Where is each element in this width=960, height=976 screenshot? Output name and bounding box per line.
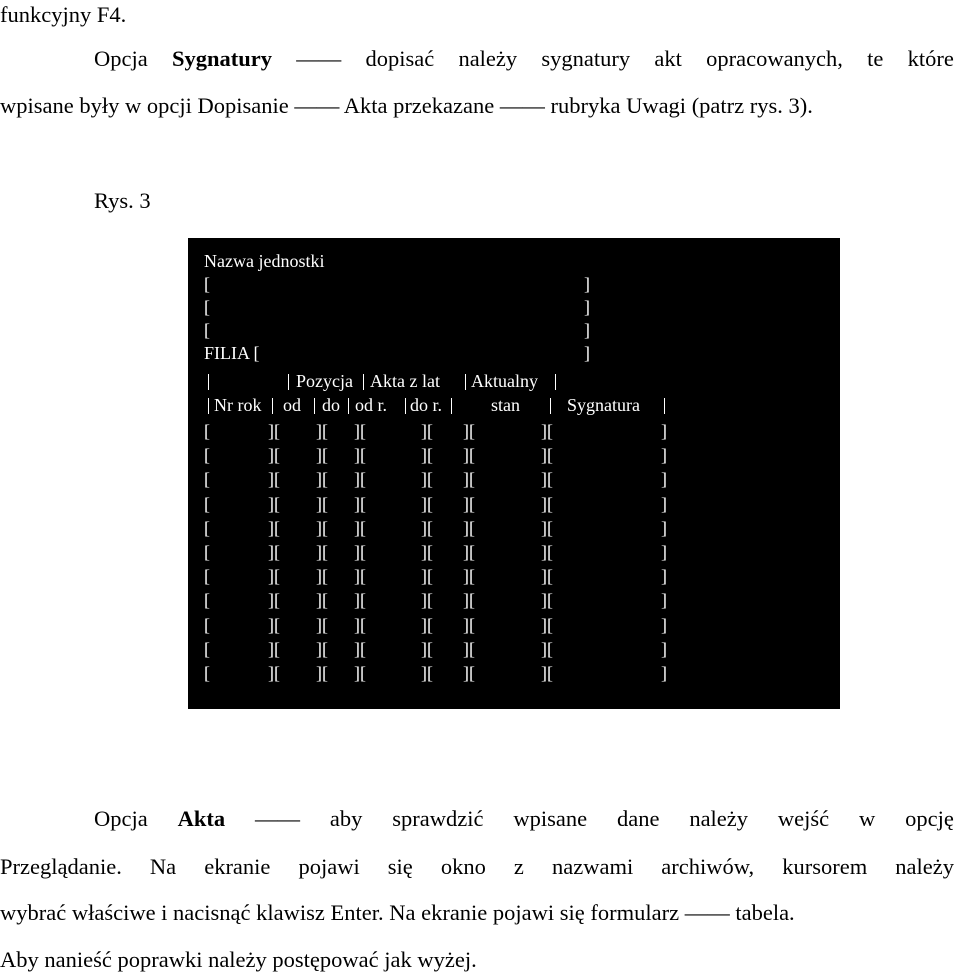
row-open-bracket: [	[204, 590, 210, 611]
paragraph-akta-line-1	[94, 808, 954, 831]
word: należy	[895, 854, 954, 879]
header-akta-z-lat: Akta z lat	[370, 371, 440, 391]
row-close-bracket: ]	[661, 421, 667, 441]
row-field-separator[interactable]: ][	[268, 517, 280, 538]
word: należy	[458, 46, 518, 71]
row-close-bracket: ]	[661, 638, 667, 659]
row-open-bracket: [	[204, 445, 210, 466]
row-field-separator[interactable]: ][	[316, 445, 328, 466]
row-field-separator[interactable]: ][	[316, 493, 328, 514]
row-close-bracket: ]	[661, 469, 667, 490]
row-field-separator[interactable]: ][	[316, 638, 328, 659]
table-row	[204, 541, 824, 563]
row-close-bracket: ]	[661, 517, 667, 538]
row-field-separator[interactable]: ][	[421, 517, 433, 538]
word: się	[387, 854, 413, 879]
row-field-separator[interactable]: ][	[268, 542, 280, 562]
name-field-2: [ ]	[204, 297, 590, 317]
row-field-separator[interactable]: ][	[541, 590, 553, 611]
word: należy	[689, 806, 749, 831]
paragraph-akta-line-3: wybrać właściwe i nacisnąć klawisz Enter. Na ekranie pojawi się formularz —— tabela.	[0, 900, 795, 925]
row-field-separator[interactable]: ][	[316, 542, 328, 562]
row-field-separator[interactable]: ][	[421, 493, 433, 514]
row-field-separator[interactable]: ][	[541, 445, 553, 466]
row-open-bracket: [	[204, 493, 210, 514]
word: archiwów,	[661, 854, 755, 879]
header-nr-rok: Nr rok	[214, 395, 262, 415]
word: akt	[654, 46, 682, 71]
em-dash: ——	[296, 46, 342, 71]
row-field-separator[interactable]: ][	[421, 566, 433, 587]
row-open-bracket: [	[204, 566, 210, 587]
row-field-separator[interactable]: ][	[541, 566, 553, 587]
row-field-separator[interactable]: ][	[541, 614, 553, 635]
word: opcję	[905, 806, 954, 831]
bold-option-name: Akta	[177, 806, 226, 831]
table-row	[204, 589, 824, 611]
row-open-bracket: [	[204, 517, 210, 538]
table-row	[204, 638, 824, 660]
row-close-bracket: ]	[661, 566, 667, 587]
row-field-separator[interactable]: ][	[463, 590, 475, 611]
row-field-separator[interactable]: ][	[354, 517, 366, 538]
row-field-separator[interactable]: ][	[541, 542, 553, 562]
word: Opcja	[94, 46, 148, 71]
row-open-bracket: [	[204, 614, 210, 635]
row-field-separator[interactable]: ][	[463, 614, 475, 635]
row-field-separator[interactable]: ][	[354, 590, 366, 611]
word: okno	[440, 854, 486, 879]
row-field-separator[interactable]: ][	[541, 421, 553, 441]
row-field-separator[interactable]: ][	[316, 663, 328, 683]
text-line-0: funkcyjny F4.	[0, 2, 127, 27]
row-field-separator[interactable]: ][	[463, 493, 475, 514]
row-field-separator[interactable]: ][	[354, 663, 366, 683]
word: kursorem	[782, 854, 868, 879]
row-field-separator[interactable]: ][	[463, 542, 475, 562]
row-field-separator[interactable]: ][	[268, 663, 280, 683]
row-field-separator[interactable]: ][	[463, 517, 475, 538]
row-field-separator[interactable]: ][	[316, 614, 328, 635]
table-row	[204, 493, 824, 515]
row-field-separator[interactable]: ][	[354, 445, 366, 466]
row-field-separator[interactable]: ][	[316, 566, 328, 587]
row-field-separator[interactable]: ][	[541, 517, 553, 538]
word: Przeglądanie.	[0, 854, 122, 879]
word: Opcja	[94, 806, 148, 831]
header-do: do	[322, 395, 340, 415]
row-field-separator[interactable]: ][	[268, 493, 280, 514]
row-field-separator[interactable]: ][	[463, 638, 475, 659]
row-field-separator[interactable]: ][	[463, 421, 475, 441]
row-field-separator[interactable]: ][	[421, 663, 433, 683]
row-open-bracket: [	[204, 542, 210, 562]
row-field-separator[interactable]: ][	[541, 663, 553, 683]
row-field-separator[interactable]: ][	[541, 469, 553, 490]
row-open-bracket: [	[204, 421, 210, 441]
name-field-1: [ ]	[204, 274, 590, 294]
filia-field: FILIA [ ]	[204, 343, 590, 363]
word: aby	[329, 806, 363, 831]
word: sprawdzić	[392, 806, 484, 831]
row-close-bracket: ]	[661, 614, 667, 635]
row-field-separator[interactable]: ][	[354, 638, 366, 659]
bold-option-name: Sygnatury	[171, 46, 272, 71]
row-close-bracket: ]	[661, 542, 667, 562]
em-dash: ——	[255, 806, 300, 831]
table-row	[204, 662, 824, 684]
word: w	[859, 806, 876, 831]
row-field-separator[interactable]: ][	[354, 566, 366, 587]
row-field-separator[interactable]: ][	[541, 638, 553, 659]
row-field-separator[interactable]: ][	[421, 421, 433, 441]
row-field-separator[interactable]: ][	[316, 590, 328, 611]
row-field-separator[interactable]: ][	[463, 445, 475, 466]
word: ekranie	[204, 854, 271, 879]
figure-caption: Rys. 3	[94, 188, 151, 213]
header-do-r: do r.	[410, 395, 443, 415]
word: sygnatury	[541, 46, 631, 71]
row-field-separator[interactable]: ][	[316, 469, 328, 490]
row-field-separator[interactable]: ][	[354, 469, 366, 490]
row-field-separator[interactable]: ][	[421, 469, 433, 490]
row-field-separator[interactable]: ][	[354, 614, 366, 635]
screen-title: Nazwa jednostki	[204, 251, 325, 271]
row-field-separator[interactable]: ][	[268, 445, 280, 466]
row-field-separator[interactable]: ][	[268, 638, 280, 659]
row-field-separator[interactable]: ][	[463, 663, 475, 683]
word: wpisane	[513, 806, 588, 831]
row-field-separator[interactable]: ][	[421, 542, 433, 562]
header-stan: stan	[491, 395, 520, 415]
row-field-separator[interactable]: ][	[268, 566, 280, 587]
header-od: od	[283, 395, 301, 415]
row-field-separator[interactable]: ][	[268, 614, 280, 635]
paragraph-sygnatury-line-2: wpisane były w opcji Dopisanie —— Akta przekazane —— rubryka Uwagi (patrz rys. 3).	[0, 93, 813, 118]
row-field-separator[interactable]: ][	[421, 590, 433, 611]
row-close-bracket: ]	[661, 663, 667, 683]
row-close-bracket: ]	[661, 590, 667, 611]
row-field-separator[interactable]: ][	[316, 517, 328, 538]
word: opracowanych,	[706, 46, 843, 71]
paragraph-akta-line-2	[0, 856, 954, 879]
table-header-row-2	[204, 394, 844, 416]
word: nazwami	[551, 854, 634, 879]
row-field-separator[interactable]: ][	[268, 421, 280, 441]
table-row	[204, 517, 824, 539]
word: wejść	[777, 806, 830, 831]
row-field-separator[interactable]: ][	[421, 614, 433, 635]
word: dane	[616, 806, 660, 831]
header-pozycja: Pozycja	[296, 371, 353, 391]
word: dopisać	[365, 46, 435, 71]
table-row	[204, 565, 824, 587]
row-field-separator[interactable]: ][	[354, 493, 366, 514]
row-open-bracket: [	[204, 663, 210, 683]
table-row	[204, 614, 824, 636]
row-field-separator[interactable]: ][	[354, 542, 366, 562]
row-field-separator[interactable]: ][	[541, 493, 553, 514]
word: Na	[149, 854, 177, 879]
table-row	[204, 444, 824, 466]
row-field-separator[interactable]: ][	[316, 421, 328, 441]
row-field-separator[interactable]: ][	[268, 590, 280, 611]
header-aktualny: Aktualny	[471, 371, 538, 391]
row-open-bracket: [	[204, 638, 210, 659]
table-header-row-1	[204, 370, 824, 392]
header-od-r: od r.	[355, 395, 388, 415]
row-close-bracket: ]	[661, 445, 667, 466]
word: te	[867, 46, 884, 71]
table-row	[204, 468, 824, 490]
row-field-separator[interactable]: ][	[421, 445, 433, 466]
word: z	[513, 854, 524, 879]
row-field-separator[interactable]: ][	[463, 469, 475, 490]
paragraph-akta-line-4: Aby nanieść poprawki należy postępować jak wyżej.	[0, 947, 477, 972]
word: które	[907, 46, 954, 71]
terminal-screen-figure	[188, 238, 840, 709]
word: pojawi	[298, 854, 360, 879]
name-field-3: [ ]	[204, 320, 590, 340]
row-field-separator[interactable]: ][	[463, 566, 475, 587]
row-field-separator[interactable]: ][	[268, 469, 280, 490]
row-field-separator[interactable]: ][	[354, 421, 366, 441]
row-field-separator[interactable]: ][	[421, 638, 433, 659]
header-sygnatura: Sygnatura	[567, 395, 640, 415]
paragraph-sygnatury-line-1	[94, 48, 954, 71]
row-open-bracket: [	[204, 469, 210, 490]
table-row	[204, 420, 824, 442]
row-close-bracket: ]	[661, 493, 667, 514]
